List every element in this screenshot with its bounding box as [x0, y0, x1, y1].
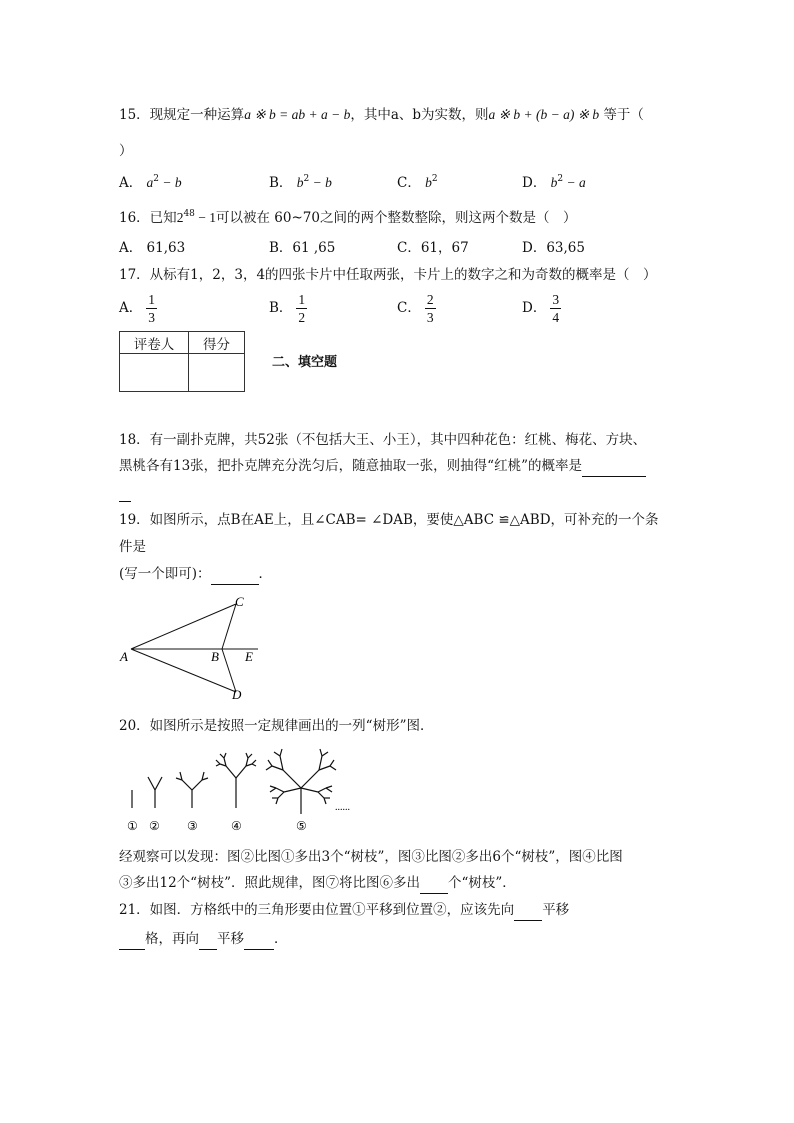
- q19-line3: (写一个即可)： ．: [119, 564, 272, 585]
- line-bd: [222, 649, 236, 692]
- q16-line: 16．已知$2^{48} - 1$可以被在 60~70之间的两个整数整除，则这两个数是（ ）: [119, 209, 577, 226]
- q21-direction2-blank[interactable]: [199, 929, 217, 950]
- q19-line1: 19．如图所示，点B在AE上，且∠CAB= ∠DAB，要使△ABC ≌△ABD，可补充的一个条: [119, 512, 659, 528]
- q21-distance2-blank[interactable]: [244, 929, 274, 950]
- q21-line2: 格，再向 平移 ．: [119, 929, 288, 950]
- q15-text-post: 等于（: [599, 107, 644, 123]
- q19-answer-blank[interactable]: [211, 564, 259, 585]
- label-b: B: [211, 649, 219, 664]
- label-e: E: [245, 649, 253, 664]
- label-c: C: [235, 594, 244, 609]
- q21-distance1-blank[interactable]: [119, 929, 145, 950]
- q15-option-b: B． $b^2 - b$: [269, 174, 332, 191]
- line-cb: [222, 604, 236, 649]
- tree-3: [176, 772, 208, 808]
- q20-answer-blank[interactable]: [420, 873, 448, 894]
- score-table-grader-header: 评卷人: [120, 332, 189, 354]
- q20-tree-figures: [120, 742, 370, 836]
- score-table-grader-cell[interactable]: [120, 354, 189, 392]
- q21-direction1-blank[interactable]: [514, 900, 542, 921]
- tree-label-5: ⑤: [296, 819, 307, 833]
- q18-line2: 黑桃各有13张，把扑克牌充分洗匀后，随意抽取一张，则抽得“红桃”的概率是: [119, 456, 646, 477]
- label-a: A: [120, 649, 128, 664]
- tree-dots: ......: [335, 802, 350, 813]
- q16-option-c: C．61，67: [397, 240, 469, 256]
- tree-label-4: ④: [231, 819, 242, 833]
- q15-text-pre: 15．现规定一种运算: [119, 107, 245, 123]
- score-table-score-cell[interactable]: [189, 354, 245, 392]
- q21-line1: 21．如图．方格纸中的三角形要由位置①平移到位置②，应该先向 平移: [119, 900, 569, 921]
- q17-option-c: C． $\frac{2}{3}$: [397, 292, 434, 325]
- q18-line1: 18．有一副扑克牌，共52张（不包括大王、小王），其中四种花色：红桃、梅花、方块、: [119, 432, 647, 448]
- q17-option-d: D． $\frac{3}{4}$: [522, 292, 560, 325]
- q16-option-d: D．63,65: [522, 240, 585, 256]
- q16-option-b: B．61 ,65: [269, 240, 336, 256]
- q17-line: 17．从标有1，2，3，4的四张卡片中任取两张，卡片上的数字之和为奇数的概率是（ ）: [119, 267, 657, 283]
- q15-option-c: C． $b^2$: [397, 174, 438, 191]
- line-ac: [131, 604, 236, 649]
- section-title: 二、填空题: [272, 355, 338, 370]
- tree-2: [148, 777, 162, 808]
- tree-4: [216, 753, 256, 808]
- score-table-score-header: 得分: [189, 332, 245, 354]
- q15-expression: a ※ b + (b − a) ※ b: [488, 107, 600, 122]
- tree-label-2: ②: [149, 819, 160, 833]
- q18-answer-blank[interactable]: [582, 456, 646, 477]
- q16-option-a: A． 61,63: [119, 240, 186, 256]
- q20-line2: 经观察可以发现：图②比图①多出3个“树枝”，图③比图②多出6个“树枝”，图④比图: [119, 849, 623, 865]
- q19-line2: 件是: [119, 539, 146, 555]
- score-table: [119, 331, 245, 392]
- tree-5: [266, 749, 336, 814]
- q15-definition: a ※ b = ab + a − b: [244, 107, 351, 122]
- q18-answer-blank-cont[interactable]: [119, 481, 131, 502]
- tree-label-3: ③: [187, 819, 198, 833]
- q15-line2: ）: [119, 143, 133, 159]
- tree-label-1: ①: [127, 819, 138, 833]
- q20-line3: ③多出12个“树枝”．照此规律，图⑦将比图⑥多出 个“树枝”．: [119, 873, 516, 894]
- q15-option-a: A． $a^2 - b$: [119, 174, 182, 191]
- q19-triangle-figure: [118, 592, 268, 702]
- q17-option-a: A． $\frac{1}{3}$: [119, 292, 155, 325]
- q15-text-mid: ，其中a、b为实数，则: [350, 107, 489, 123]
- label-d: D: [232, 687, 242, 702]
- q20-line1: 20．如图所示是按照一定规律画出的一列“树形”图．: [119, 718, 434, 734]
- line-ad: [131, 649, 236, 692]
- q17-option-b: B． $\frac{1}{2}$: [269, 292, 306, 325]
- q15-option-d: D． $b^2 - a$: [522, 174, 586, 191]
- q15-line1: [119, 105, 644, 125]
